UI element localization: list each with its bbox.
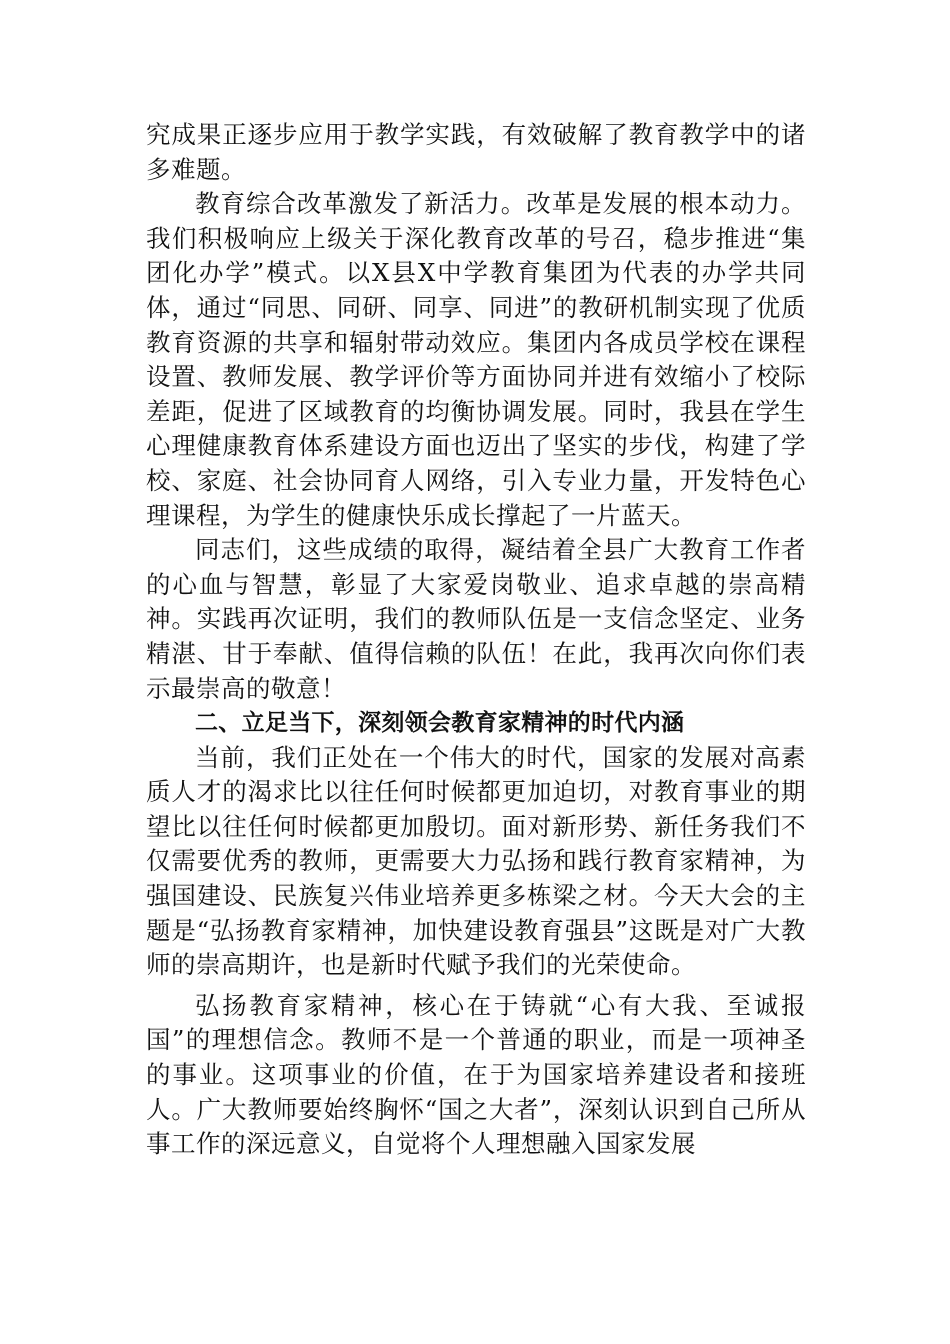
document-body xyxy=(146,118,806,1162)
paragraph-achievements: 同志们，这些成绩的取得，凝结着全县广大教育工作者的心血与智慧，彰显了大家爱岗敬业、追求卓越的崇高精神。实践再次证明，我们的教师队伍是一支信念坚定、业务精湛、甘于奉献、值得信赖的队伍！在此，我再次向你们表示最崇高的敬意！ xyxy=(146,535,806,703)
paragraph-continuation: 究成果正逐步应用于教学实践，有效破解了教育教学中的诸多难题。 xyxy=(146,120,806,184)
paragraph-era: 当前，我们正处在一个伟大的时代，国家的发展对高素质人才的渴求比以往任何时候都更加迫切，对教育事业的期望比以往任何时候都更加殷切。面对新形势、新任务我们不仅需要优秀的教师，更需要大力弘扬和践行教育家精神，为强国建设、民族复兴伟业培养更多栋梁之材。今天大会的主题是“弘扬教育家精神，加快建设教育强县”这既是对广大教师的崇高期许，也是新时代赋予我们的光荣使命。 xyxy=(146,742,806,980)
paragraph-ideals: 弘扬教育家精神，核心在于铸就“心有大我、至诚报国”的理想信念。教师不是一个普通的职业，而是一项神圣的事业。这项事业的价值，在于为国家培养建设者和接班人。广大教师要始终胸怀“国之大者”，深刻认识到自己所从事工作的深远意义，自觉将个人理想融入国家发展 xyxy=(146,990,806,1159)
section-heading: 二、立足当下，深刻领会教育家精神的时代内涵 xyxy=(195,710,685,737)
paragraph-reform: 教育综合改革激发了新活力。改革是发展的根本动力。我们积极响应上级关于深化教育改革的号召，稳步推进“集团化办学”模式。以X县X中学教育集团为代表的办学共同体，通过“同思、同研、同享、同进”的教研机制实现了优质教育资源的共享和辐射带动效应。集团内各成员学校在课程设置、教师发展、教学评价等方面协同并进有效缩小了校际差距，促进了区域教育的均衡协调发展。同时，我县在学生心理健康教育体系建设方面也迈出了坚实的步伐，构建了学校、家庭、社会协同育人网络，引入专业力量，开发特色心理课程，为学生的健康快乐成长撑起了一片蓝天。 xyxy=(146,189,806,530)
